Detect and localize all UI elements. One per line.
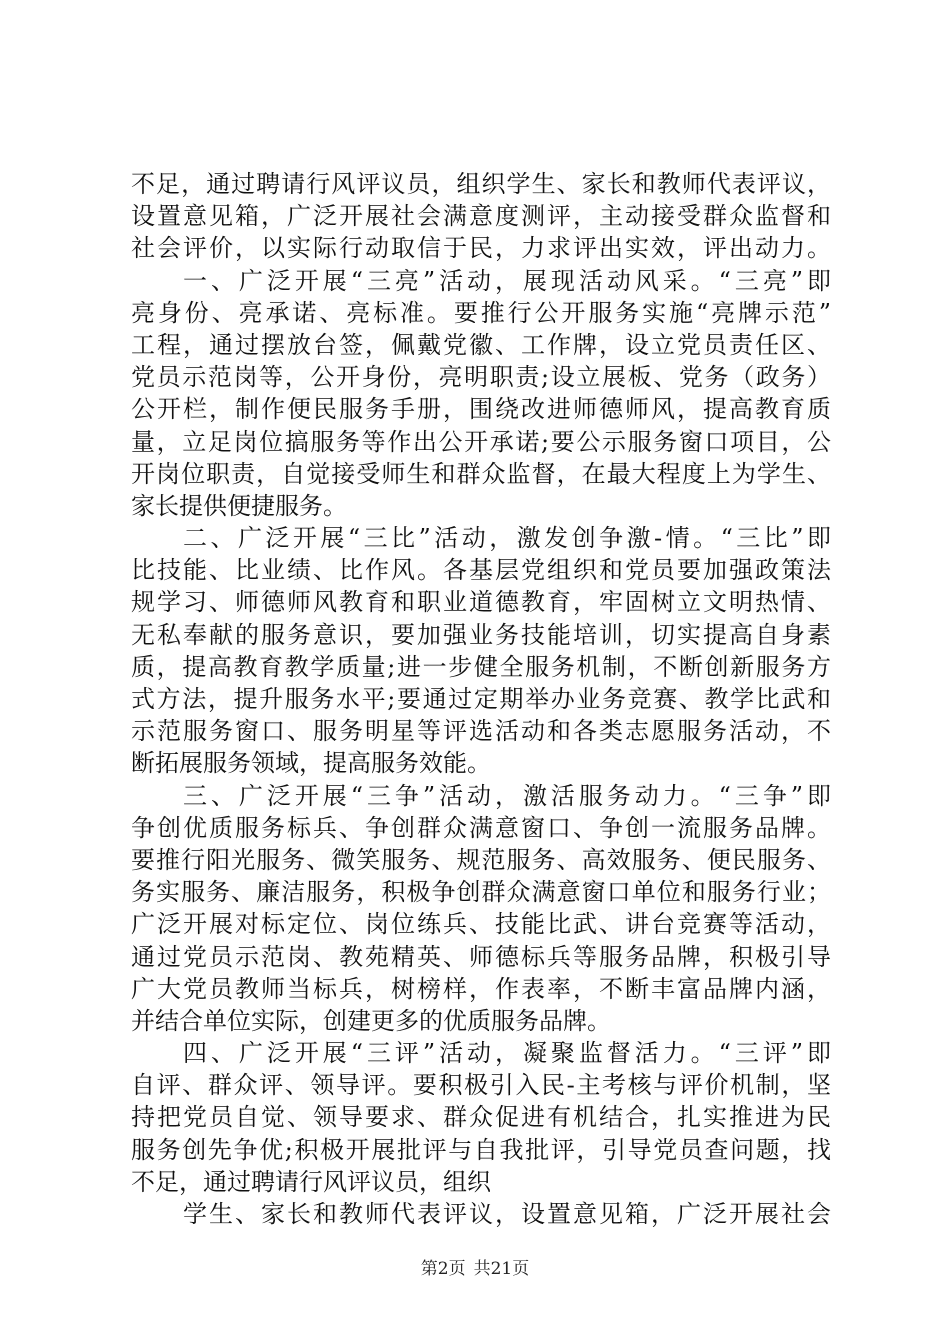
page-footer — [0, 1257, 950, 1281]
text-line: 无私奉献的服务意识，要加强业务技能培训，切实提高自身素 — [131, 620, 831, 649]
text-line: 设置意见箱，广泛开展社会满意度测评，主动接受群众监督和 — [131, 202, 831, 231]
text-line: 质，提高教育教学质量;进一步健全服务机制，不断创新服务方 — [131, 652, 831, 681]
text-line: 开岗位职责，自觉接受师生和群众监督，在最大程度上为学生、 — [131, 459, 831, 488]
text-line: 服务创先争优;积极开展批评与自我批评，引导党员查问题，找 — [131, 1135, 831, 1164]
text-line: 广大党员教师当标兵，树榜样，作表率，不断丰富品牌内涵， — [131, 974, 831, 1003]
text-line: 断拓展服务领域，提高服务效能。 — [131, 749, 491, 778]
text-line: 式方法，提升服务水平;要通过定期举办业务竞赛、教学比武和 — [131, 685, 831, 713]
text-line: 自评、群众评、领导评。要积极引入民-主考核与评价机制，坚 — [131, 1071, 831, 1100]
paragraph-start-line: 二、广泛开展“三比”活动，激发创争激-情。“三比”即 — [183, 524, 831, 553]
text-line: 亮身份、亮承诺、亮标准。要推行公开服务实施“亮牌示范” — [131, 298, 831, 327]
paragraph-start-line: 四、广泛开展“三评”活动，凝聚监督活力。“三评”即 — [183, 1039, 831, 1068]
text-line: 争创优质服务标兵、争创群众满意窗口、争创一流服务品牌。 — [131, 813, 831, 842]
paragraph-start-line: 三、广泛开展“三争”活动，激活服务动力。“三争”即 — [183, 781, 831, 810]
page-number: 第2页 — [420, 1259, 466, 1279]
text-line: 持把党员自觉、领导要求、群众促进有机结合，扎实推进为民 — [131, 1103, 831, 1132]
text-line: 家长提供便捷服务。 — [131, 491, 347, 520]
text-line: 示范服务窗口、服务明星等评选活动和各类志愿服务活动，不 — [131, 717, 831, 746]
paragraph-start-line: 一、广泛开展“三亮”活动，展现活动风采。“三亮”即 — [183, 266, 831, 295]
text-line: 比技能、比业绩、比作风。各基层党组织和党员要加强政策法 — [131, 556, 831, 585]
text-line: 要推行阳光服务、微笑服务、规范服务、高效服务、便民服务、 — [131, 845, 831, 874]
text-line: 通过党员示范岗、教苑精英、师德标兵等服务品牌，积极引导 — [131, 942, 831, 971]
text-line: 公开栏，制作便民服务手册，围绕改进师德师风，提高教育质 — [131, 395, 831, 424]
document-body — [131, 168, 831, 1230]
text-line: 务实服务、廉洁服务，积极争创群众满意窗口单位和服务行业； — [131, 878, 831, 907]
text-line: 工程，通过摆放台签，佩戴党徽、工作牌，设立党员责任区、 — [131, 330, 831, 359]
text-line: 广泛开展对标定位、岗位练兵、技能比武、讲台竞赛等活动， — [131, 910, 831, 939]
text-line: 不足，通过聘请行风评议员，组织学生、家长和教师代表评议， — [131, 170, 831, 198]
paragraph-start-line: 学生、家长和教师代表评议，设置意见箱，广泛开展社会 — [183, 1200, 831, 1228]
page-total: 共21页 — [473, 1259, 530, 1279]
text-line: 并结合单位实际，创建更多的优质服务品牌。 — [131, 1006, 611, 1035]
text-line: 不足，通过聘请行风评议员，组织 — [131, 1167, 491, 1196]
text-line: 量，立足岗位搞服务等作出公开承诺;要公示服务窗口项目，公 — [131, 427, 831, 456]
text-line: 社会评价，以实际行动取信于民，力求评出实效，评出动力。 — [131, 234, 831, 263]
text-line: 党员示范岗等，公开身份，亮明职责;设立展板、党务（政务） — [131, 363, 831, 392]
text-line: 规学习、师德师风教育和职业道德教育，牢固树立文明热情、 — [131, 588, 831, 617]
